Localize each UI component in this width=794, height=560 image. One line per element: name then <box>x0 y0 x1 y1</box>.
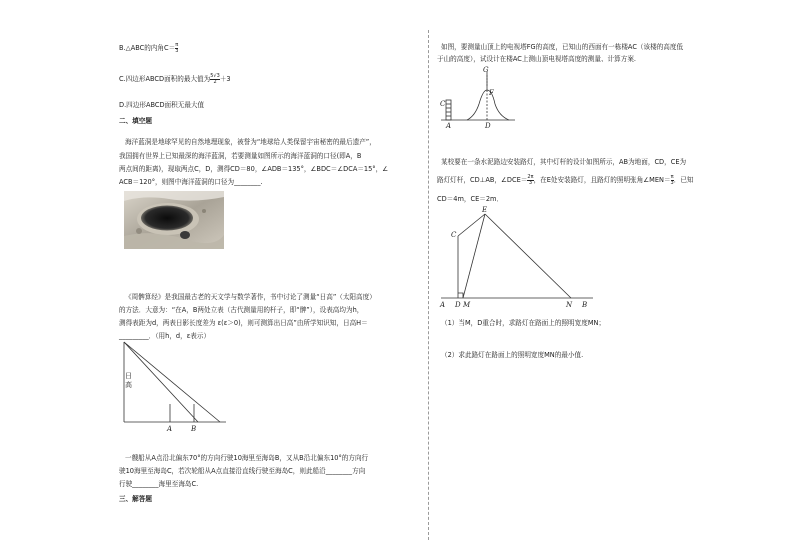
label-d: D <box>485 122 491 130</box>
right-angle-mark <box>458 293 463 298</box>
sun-height-figure <box>118 338 228 434</box>
label-a: A <box>440 301 446 309</box>
label-m: M <box>463 301 471 309</box>
arm-ce <box>458 214 485 236</box>
beam-em <box>463 214 485 298</box>
q-lake-line-2: 我国拥有世界上已知最深的海洋蓝洞，若要测量如图所示的海洋蓝洞的口径(即A，B <box>119 152 362 160</box>
q-ship-line-2: 驶10海里至海岛C，若次轮船从A点直接沿直线行驶至海岛C，则此船沿________方向 <box>119 467 366 475</box>
q-sun-line-4: _________．（用h，d，ε表示） <box>119 332 211 340</box>
q-lamp-line-2: 路灯灯杆，CD⊥AB，∠DCE＝ $\frac{2\pi}{3}$ ，在E处安装路灯，且路灯的照明张角∠MEN＝ $\frac{\pi}{3}$ ．已知 <box>437 173 694 186</box>
option-d: D.四边形ABCD面积无最大值 <box>119 101 205 109</box>
option-b: B.△ABC的内角C＝ $\frac{\pi}{3}$ <box>119 41 179 54</box>
building-ac <box>446 100 451 120</box>
q-sun-line-3: 测得表距为d，两表日影长度差为 ε(ε＞0)，则可测算出日高”由所学知识知，日高H＝ <box>119 319 368 327</box>
label-a: A <box>167 425 173 433</box>
label-c: C <box>440 100 446 108</box>
blue-hole-photo <box>124 191 224 249</box>
q-ship-line-1: 一艘船从A点沿北偏东70°的方向行驶10海里至海岛B，又从B沿北偏东10°的方向行 <box>125 454 369 462</box>
label-a: A <box>446 122 452 130</box>
beam-en <box>485 214 571 298</box>
q-lamp-line-3: CD＝4m，CE＝2m． <box>437 195 504 203</box>
label-e: E <box>482 206 488 214</box>
section-fill-blank-heading: 二、填空题 <box>119 117 152 125</box>
sub-question-2: （2）求此路灯在路面上的照明宽度MN的最小值. <box>441 351 584 359</box>
q-lamp-line-1: 某校要在一条水泥路边安装路灯，其中灯杆的设计如图所示，AB为地面，CD，CE为 <box>441 158 687 166</box>
label-d: D <box>455 301 461 309</box>
q-sun-line-1: 《周髀算经》是我国最古老的天文学与数学著作，书中讨论了测量“日高”（太阳高度） <box>125 293 376 301</box>
q-ship-line-3: 行驶________海里至海岛C. <box>119 480 199 488</box>
q-lake-line-3: 两点间的距离)，现取两点C，D，测得CD＝80，∠ADB＝135°，∠BDC＝∠DCA＝15°，∠ <box>119 165 389 173</box>
label-f: F <box>489 89 494 97</box>
q-lake-line-4: ACB＝120°，则图中海洋蓝洞的口径为________. <box>119 178 263 186</box>
sun-ray-a <box>124 342 198 422</box>
section-answer-heading: 三、解答题 <box>119 495 152 503</box>
label-g: G <box>483 66 489 74</box>
sun-ray-b <box>124 342 220 422</box>
option-c: C.四边形ABCD面积的最大值为 $\frac{5√3}{2}$ ＋3 <box>119 72 231 85</box>
column-divider <box>428 30 429 540</box>
tv-tower-figure <box>437 66 517 130</box>
mountain-outline <box>467 90 509 120</box>
sun-height-label: 日高 <box>125 372 132 389</box>
q-tv-line-1: 如图，要测量山顶上的电视塔FG的高度，已知山的西面有一栋楼AC（该楼的高度低 <box>441 43 684 51</box>
q-lake-line-1: 海洋蓝洞是地球罕见的自然地理现象，被誉为“地球给人类保留宇宙秘密的最后遗产”， <box>125 138 376 146</box>
sub-question-1: （1）当M，D重合时，求路灯在路面上的照明宽度MN； <box>441 319 606 327</box>
label-n: N <box>566 301 573 309</box>
label-b: B <box>191 425 197 433</box>
street-lamp-figure <box>437 205 597 309</box>
label-c: C <box>451 231 457 239</box>
label-b: B <box>582 301 588 309</box>
q-tv-line-2: 于山的高度），试设计在楼AC上测山顶电视塔高度的测量、计算方案. <box>437 55 637 63</box>
q-sun-line-2: 的方法．大意为：“在A，B两处立表（古代测量用的杆子，即“髀”），设表高均为h， <box>119 306 364 314</box>
